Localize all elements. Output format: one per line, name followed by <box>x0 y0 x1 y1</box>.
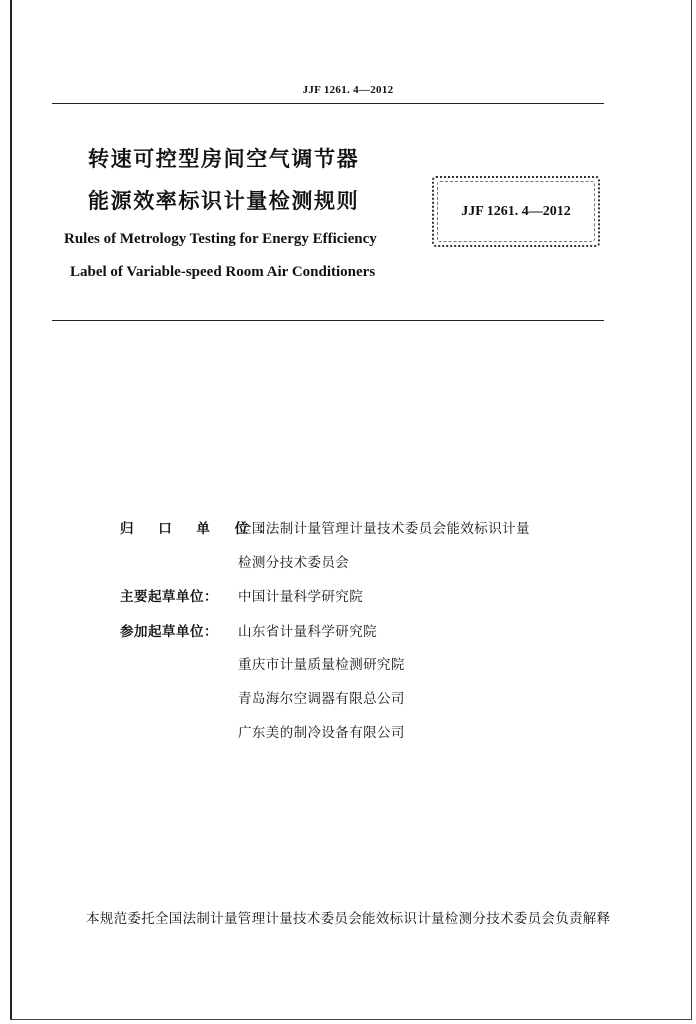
participating-row-1 <box>0 620 696 640</box>
interpretation-note: 本规范委托全国法制计量管理计量技术委员会能效标识计量检测分技术委员会负责解释 <box>86 911 611 927</box>
participating-unit: 重庆市计量质量检测研究院 <box>238 657 405 673</box>
standard-code: JJF 1261. 4—2012 <box>461 203 571 219</box>
header-rule <box>52 103 604 104</box>
main-drafting-label: 主要起草单位： <box>120 589 218 605</box>
participating-row-2 <box>0 653 696 673</box>
participating-unit: 广东美的制冷设备有限公司 <box>238 725 405 741</box>
title-chinese-line1: 转速可控型房间空气调节器 <box>88 147 360 171</box>
title-english-line2: Label of Variable-speed Room Air Conditioners <box>70 264 376 280</box>
main-drafting-row <box>0 585 696 605</box>
responsible-unit-label: 归 口 单 位： <box>120 521 282 537</box>
title-rule <box>52 320 604 321</box>
title-english-line1: Rules of Metrology Testing for Energy Efficiency <box>64 231 377 247</box>
participating-unit: 山东省计量科学研究院 <box>238 624 377 640</box>
responsible-unit-value-line2: 检测分技术委员会 <box>238 555 350 571</box>
standard-code-box <box>432 176 600 247</box>
participating-unit: 青岛海尔空调器有限总公司 <box>238 691 405 707</box>
responsible-unit-row <box>0 517 696 537</box>
title-chinese-line2: 能源效率标识计量检测规则 <box>88 189 360 213</box>
participating-label: 参加起草单位： <box>120 624 218 640</box>
participating-row-3 <box>0 687 696 707</box>
responsible-unit-row-continued <box>0 551 696 571</box>
running-header-code: JJF 1261. 4—2012 <box>302 84 394 96</box>
participating-row-4 <box>0 721 696 741</box>
responsible-unit-value-line1: 全国法制计量管理计量技术委员会能效标识计量 <box>238 521 530 537</box>
main-drafting-value: 中国计量科学研究院 <box>238 589 364 605</box>
